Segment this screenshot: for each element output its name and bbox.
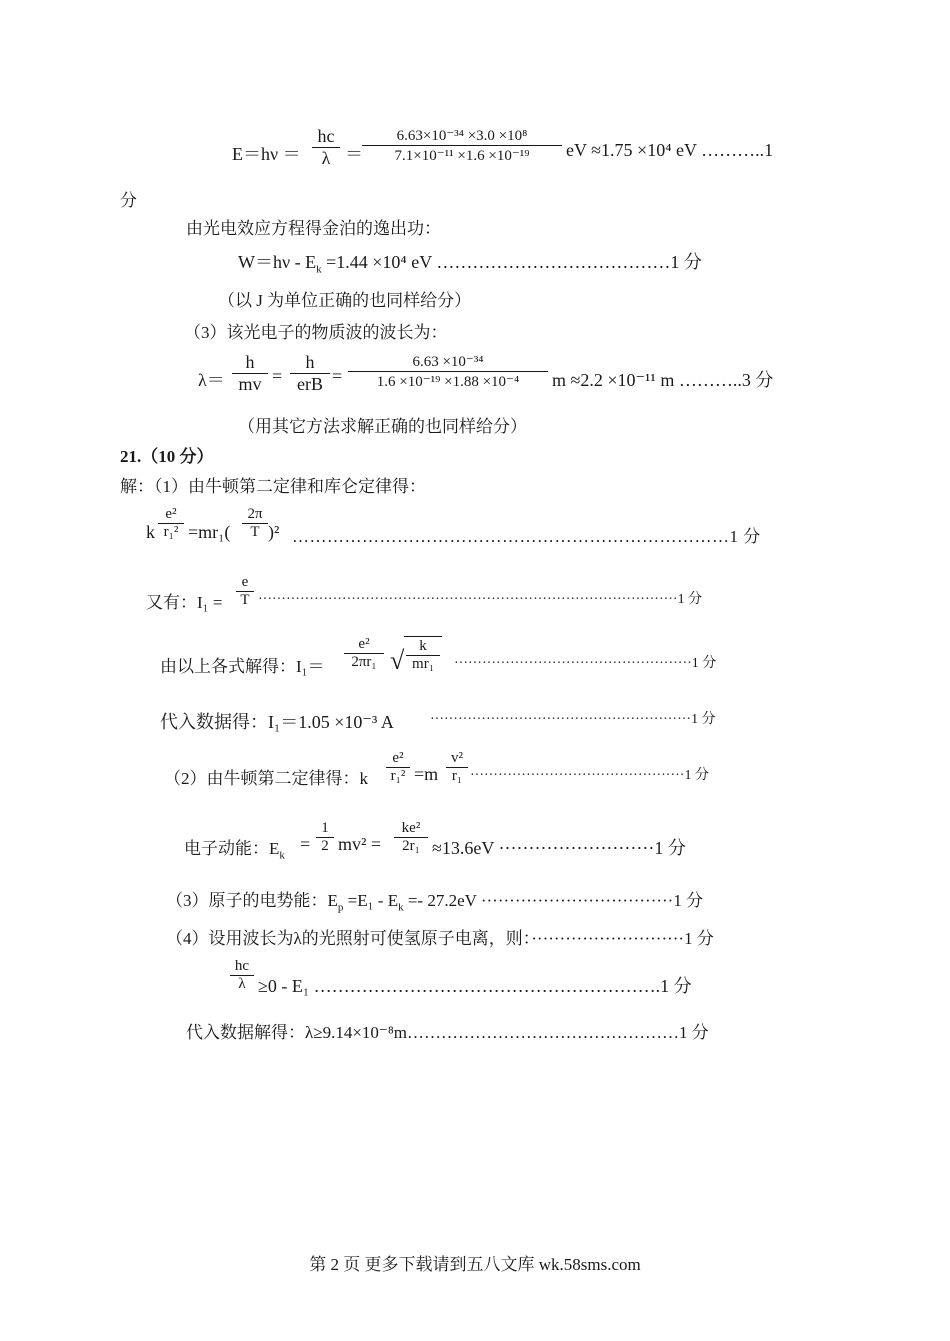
part3-intro: （3）该光电子的物质波的波长为： bbox=[184, 323, 448, 342]
eq7-end: =- 27.2eV ··································1 分 bbox=[407, 891, 704, 910]
q21-eq1-inner-frac bbox=[242, 506, 268, 541]
energy-wrap: 分 bbox=[120, 191, 137, 210]
frac-numerator: hc bbox=[317, 126, 335, 146]
formula-text: W＝hν - E bbox=[238, 252, 317, 272]
q21-eq2-label: 又有：I₁ = bbox=[146, 593, 223, 612]
frac-numerator: e bbox=[241, 574, 249, 590]
frac-denominator: 1.6 ×10⁻¹⁹ ×1.88 ×10⁻⁴ bbox=[376, 374, 520, 390]
frac-denominator: 2r₁ bbox=[402, 838, 420, 854]
q21-eq3-label: 由以上各式解得：I₁＝ bbox=[160, 657, 325, 676]
q21-eq3-frac bbox=[344, 636, 384, 671]
energy-result: eV ≈1.75 ×10⁴ eV ………..1 bbox=[566, 140, 774, 160]
q21-eq6-frac-half bbox=[316, 820, 334, 855]
q21-eq2-dots: ··························································································1 分 bbox=[258, 592, 703, 607]
frac-numerator: hc bbox=[234, 958, 250, 974]
part3-eq2: = bbox=[332, 366, 343, 386]
part3-result: m ≈2.2 ×10⁻¹¹ m ………..3 分 bbox=[552, 370, 774, 390]
formula-value: =1.44 ×10⁴ eV …………………………………1 分 bbox=[326, 252, 702, 272]
frac-denominator: mr₁ bbox=[412, 656, 434, 672]
q21-eq3-sqrt-frac bbox=[406, 638, 440, 673]
frac-numerator: 6.63 ×10⁻³⁴ bbox=[412, 354, 484, 370]
frac-denominator: λ bbox=[238, 976, 246, 992]
q21-eq5-frac2 bbox=[446, 750, 468, 785]
frac-numerator: e² bbox=[392, 750, 404, 766]
frac-denominator: λ bbox=[321, 148, 331, 168]
frac-numerator: ke² bbox=[401, 820, 421, 836]
energy-frac-hc-lambda bbox=[312, 126, 340, 169]
q21-eq5-dots: ··············································1 分 bbox=[470, 768, 709, 783]
subscript: k bbox=[316, 263, 322, 276]
q21-eq1-frac bbox=[158, 506, 184, 541]
frac-denominator: 2 bbox=[321, 838, 329, 854]
energy-eq-sign: ＝ bbox=[345, 144, 363, 164]
frac-numerator: e² bbox=[358, 636, 370, 652]
frac-numerator: 6.63×10⁻³⁴ ×3.0 ×10⁸ bbox=[396, 128, 528, 144]
part3-lhs: λ＝ bbox=[198, 370, 225, 390]
frac-denominator: r₁² bbox=[163, 524, 179, 540]
frac-denominator: 7.1×10⁻¹¹ ×1.6 ×10⁻¹⁹ bbox=[394, 148, 530, 164]
q21-eq6-end: ≈13.6eV ··························1 分 bbox=[432, 838, 686, 858]
q21-heading: 21.（10 分） bbox=[120, 447, 214, 466]
q21-eq1-k: k bbox=[146, 522, 155, 542]
q21-eq6-mid: mv² = bbox=[338, 834, 382, 854]
q21-eq5-label: （2）由牛顿第二定律得：k bbox=[164, 769, 368, 788]
frac-numerator: e² bbox=[165, 506, 177, 522]
q21-eq5-frac bbox=[386, 750, 410, 785]
frac-denominator: erB bbox=[297, 374, 323, 394]
work-function-intro: 由光电效应方程得金泊的逸出功： bbox=[186, 219, 441, 238]
q21-eq6-eq: = bbox=[300, 834, 311, 854]
frac-numerator: 1 bbox=[321, 820, 329, 836]
part3-big-fraction bbox=[348, 352, 548, 391]
q21-eq1-end: )² bbox=[268, 522, 280, 542]
q21-eq10: 代入数据解得：λ≥9.14×10⁻⁸m…………………………………………1 分 bbox=[186, 1023, 709, 1042]
q21-eq5-mid: =m bbox=[414, 764, 439, 784]
subscript: k bbox=[279, 849, 285, 862]
subscript-p: p bbox=[337, 901, 344, 914]
work-function-formula bbox=[238, 248, 702, 276]
frac-denominator: 2πr₁ bbox=[351, 654, 377, 670]
q21-eq9-rest: ≥0 - E₁ ………………………………………………….1 分 bbox=[258, 976, 692, 996]
energy-lhs: E＝hν ＝ bbox=[232, 144, 301, 164]
frac-denominator: mv bbox=[238, 374, 262, 394]
sqrt-icon: √ bbox=[390, 646, 405, 675]
subscript-k: k bbox=[398, 901, 404, 914]
q21-eq4-label: 代入数据得：I₁＝1.05 ×10⁻³ A bbox=[160, 712, 394, 732]
part3-note: （用其它方法求解正确的也同样给分） bbox=[238, 417, 527, 436]
q21-eq1-mid: =mr₁( bbox=[188, 522, 231, 542]
eq7-rest: =E₁ - E bbox=[347, 891, 399, 910]
part3-eq1: = bbox=[272, 366, 283, 386]
q21-intro: 解：（1）由牛顿第二定律和库仑定律得： bbox=[120, 477, 426, 496]
frac-numerator: k bbox=[419, 638, 427, 654]
frac-denominator: r₁ bbox=[451, 768, 463, 784]
eq7-label: （3）原子的电势能：E bbox=[166, 891, 338, 910]
work-function-note: （以 J 为单位正确的也同样给分） bbox=[218, 291, 472, 310]
part3-frac-h-mv bbox=[232, 352, 268, 395]
frac-numerator: v² bbox=[451, 750, 463, 766]
frac-numerator: 2π bbox=[247, 506, 263, 522]
q21-eq1-dots: …………………………………………………………………1 分 bbox=[292, 527, 761, 546]
frac-denominator: T bbox=[240, 592, 250, 608]
q21-eq7 bbox=[166, 886, 703, 913]
q21-eq3-sqrt-bar bbox=[404, 636, 442, 637]
q21-eq6-frac2 bbox=[394, 820, 428, 855]
q21-eq8: （4）设用波长为λ的光照射可使氢原子电离，则：···························1 分 bbox=[166, 929, 714, 948]
q21-eq9-frac bbox=[230, 958, 254, 993]
q21-eq6-label bbox=[184, 834, 285, 861]
frac-denominator: T bbox=[250, 524, 260, 540]
q21-eq4-dots: ························································1 分 bbox=[430, 712, 716, 727]
eq6-label-text: 电子动能：E bbox=[184, 839, 280, 858]
q21-eq2-frac bbox=[236, 574, 254, 609]
energy-big-fraction bbox=[362, 126, 562, 165]
q21-eq3-dots: ···················································1 分 bbox=[454, 656, 717, 671]
frac-denominator: r₁² bbox=[390, 768, 406, 784]
part3-frac-h-erB bbox=[290, 352, 330, 395]
frac-numerator: h bbox=[305, 352, 315, 372]
frac-numerator: h bbox=[245, 352, 255, 372]
page-footer: 第 2 页 更多下载请到五八文库 wk.58sms.com bbox=[309, 1255, 641, 1274]
